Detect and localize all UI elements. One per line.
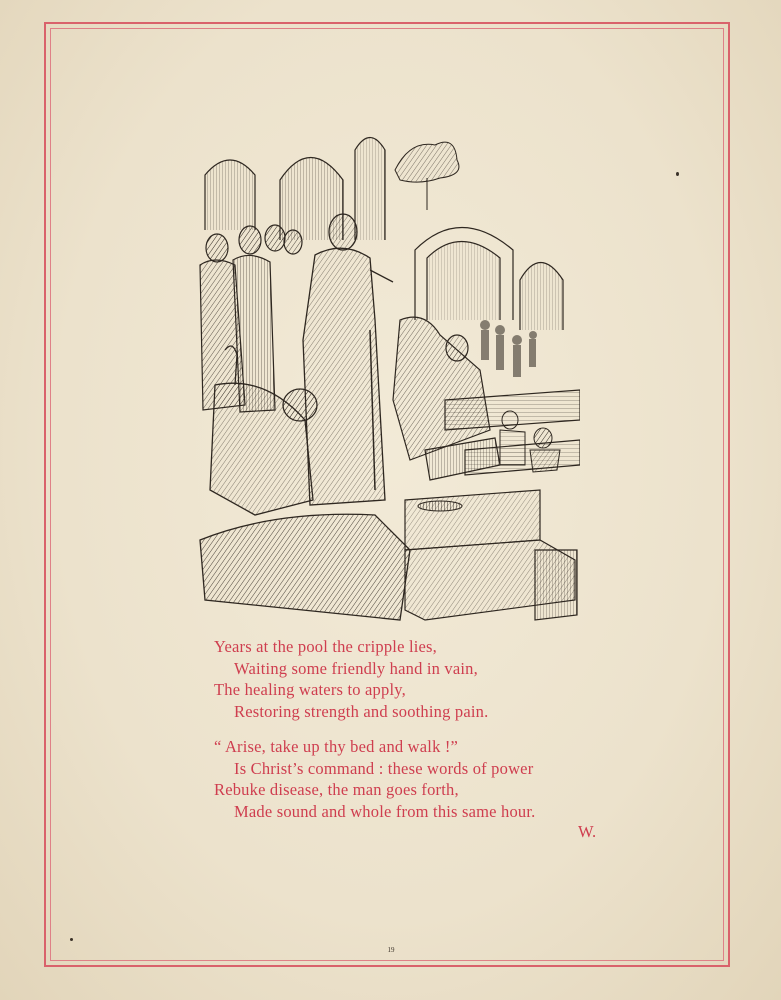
disciples [200, 225, 302, 412]
poem [214, 636, 634, 822]
poem-line: “ Arise, take up thy bed and walk !” [214, 737, 459, 756]
arch-right [415, 228, 563, 331]
christ-figure [303, 214, 393, 505]
poem-line: Made sound and whole from this same hour. [234, 801, 536, 821]
rolled-bed [418, 501, 462, 511]
poem-line: Rebuke disease, the man goes forth, [214, 780, 459, 799]
poem-line: Restoring strength and soothing pain. [234, 701, 489, 721]
engraving-illustration [195, 120, 580, 625]
poem-line: Is Christ’s command : these words of power [234, 758, 534, 778]
page-number: 19 [387, 946, 395, 954]
tree [395, 142, 459, 210]
paper-speck [676, 172, 679, 176]
arch-left [205, 138, 385, 241]
author-signature: W. [578, 822, 597, 841]
paper-speck [70, 938, 73, 941]
poem-line: Waiting some friendly hand in vain, [234, 658, 478, 678]
poem-line: The healing waters to apply, [214, 680, 406, 699]
poem-line: Years at the pool the cripple lies, [214, 637, 437, 656]
